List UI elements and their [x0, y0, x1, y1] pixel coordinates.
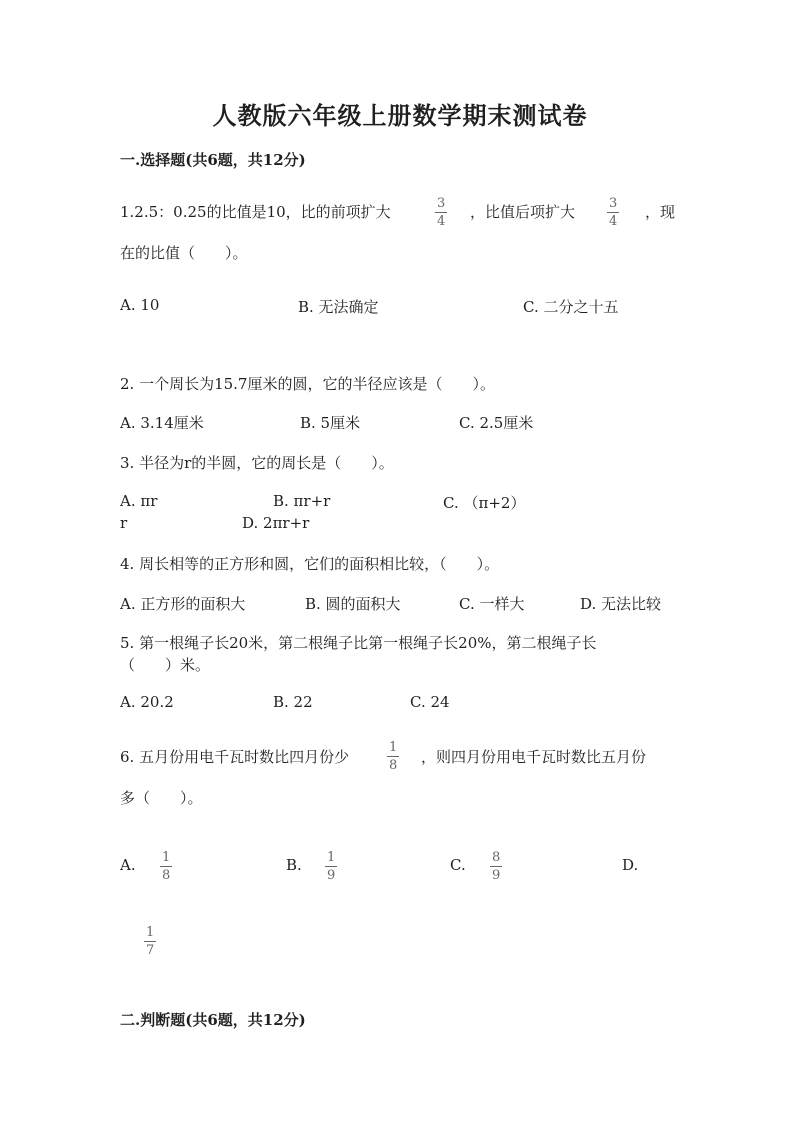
q6-option-c-fraction [490, 851, 502, 882]
q6-option-c-numerator: 8 [492, 850, 501, 865]
q4-text: 4. 周长相等的正方形和圆，它们的面积相比较，（ ）。 [120, 555, 500, 573]
q3-option-c-continued: r [120, 514, 128, 532]
q2-option-b[interactable]: B. 5厘米 [300, 414, 361, 432]
q6-option-d-numerator: 1 [146, 925, 155, 940]
q6-option-a[interactable]: A. [120, 856, 136, 874]
q5-option-c[interactable]: C. 24 [410, 693, 450, 711]
q6-text-part1: 6. 五月份用电千瓦时数比四月份少 [120, 748, 350, 766]
q4-option-a[interactable]: A. 正方形的面积大 [120, 595, 246, 613]
q1-fraction-1-numerator: 3 [437, 196, 446, 211]
q6-fraction-denominator: 8 [389, 758, 398, 773]
q2-option-c[interactable]: C. 2.5厘米 [459, 414, 534, 432]
q6-option-a-fraction [160, 851, 172, 882]
q1-text-part1: 1.2.5：0.25的比值是10，比的前项扩大 [120, 203, 391, 221]
q6-option-a-denominator: 8 [162, 868, 171, 883]
q1-fraction-1-denominator: 4 [437, 214, 446, 229]
page-title: 人教版六年级上册数学期末测试卷 [212, 101, 588, 130]
q5-option-a[interactable]: A. 20.2 [120, 693, 174, 711]
q5-text-line1: 5. 第一根绳子长20米，第二根绳子比第一根绳子长20%，第二根绳子长 [120, 634, 597, 652]
q1-text-part3: ，现 [645, 203, 676, 221]
section-1-heading: 一.选择题(共6题，共12分) [120, 151, 306, 169]
q1-fraction-2 [607, 197, 619, 228]
q5-option-b[interactable]: B. 22 [273, 693, 313, 711]
q2-option-a[interactable]: A. 3.14厘米 [120, 414, 204, 432]
q6-option-b-fraction [325, 851, 337, 882]
q5-text-line2: （ ）米。 [120, 656, 211, 674]
q3-option-b[interactable]: B. πr+r [273, 492, 331, 510]
q1-option-b[interactable]: B. 无法确定 [298, 298, 379, 316]
q6-option-c[interactable]: C. [450, 856, 466, 874]
q1-option-c[interactable]: C. 二分之十五 [523, 298, 619, 316]
q6-fraction-numerator: 1 [389, 740, 398, 755]
q6-option-c-denominator: 9 [492, 868, 501, 883]
q4-option-c[interactable]: C. 一样大 [459, 595, 525, 613]
q1-fraction-2-denominator: 4 [609, 214, 618, 229]
q6-option-d-denominator: 7 [146, 943, 155, 958]
q6-option-d-fraction [144, 926, 156, 957]
q6-text-part2: ，则四月份用电千瓦时数比五月份 [421, 748, 647, 766]
q1-fraction-2-numerator: 3 [609, 196, 618, 211]
q4-option-b[interactable]: B. 圆的面积大 [305, 595, 401, 613]
q6-option-a-numerator: 1 [162, 850, 171, 865]
q1-option-a[interactable]: A. 10 [120, 296, 160, 314]
q2-text: 2. 一个周长为15.7厘米的圆，它的半径应该是（ ）。 [120, 375, 495, 393]
q6-option-d[interactable]: D. [622, 856, 639, 874]
section-2-heading: 二.判断题(共6题，共12分) [120, 1011, 306, 1029]
q6-text-line2: 多（ ）。 [120, 789, 203, 807]
q1-text-part2: ，比值后项扩大 [470, 203, 576, 221]
q4-option-d[interactable]: D. 无法比较 [580, 595, 662, 613]
q6-fraction [387, 741, 399, 772]
q6-option-b-denominator: 9 [327, 868, 336, 883]
q6-option-b[interactable]: B. [286, 856, 302, 874]
q1-text-line2: 在的比值（ ）。 [120, 244, 248, 262]
q1-fraction-1 [435, 197, 447, 228]
q3-text: 3. 半径为r的半圆，它的周长是（ ）。 [120, 454, 394, 472]
q6-option-b-numerator: 1 [327, 850, 336, 865]
q3-option-c[interactable]: C. （π+2） [443, 494, 526, 512]
q3-option-a[interactable]: A. πr [120, 492, 158, 510]
q3-option-d[interactable]: D. 2πr+r [242, 514, 310, 532]
